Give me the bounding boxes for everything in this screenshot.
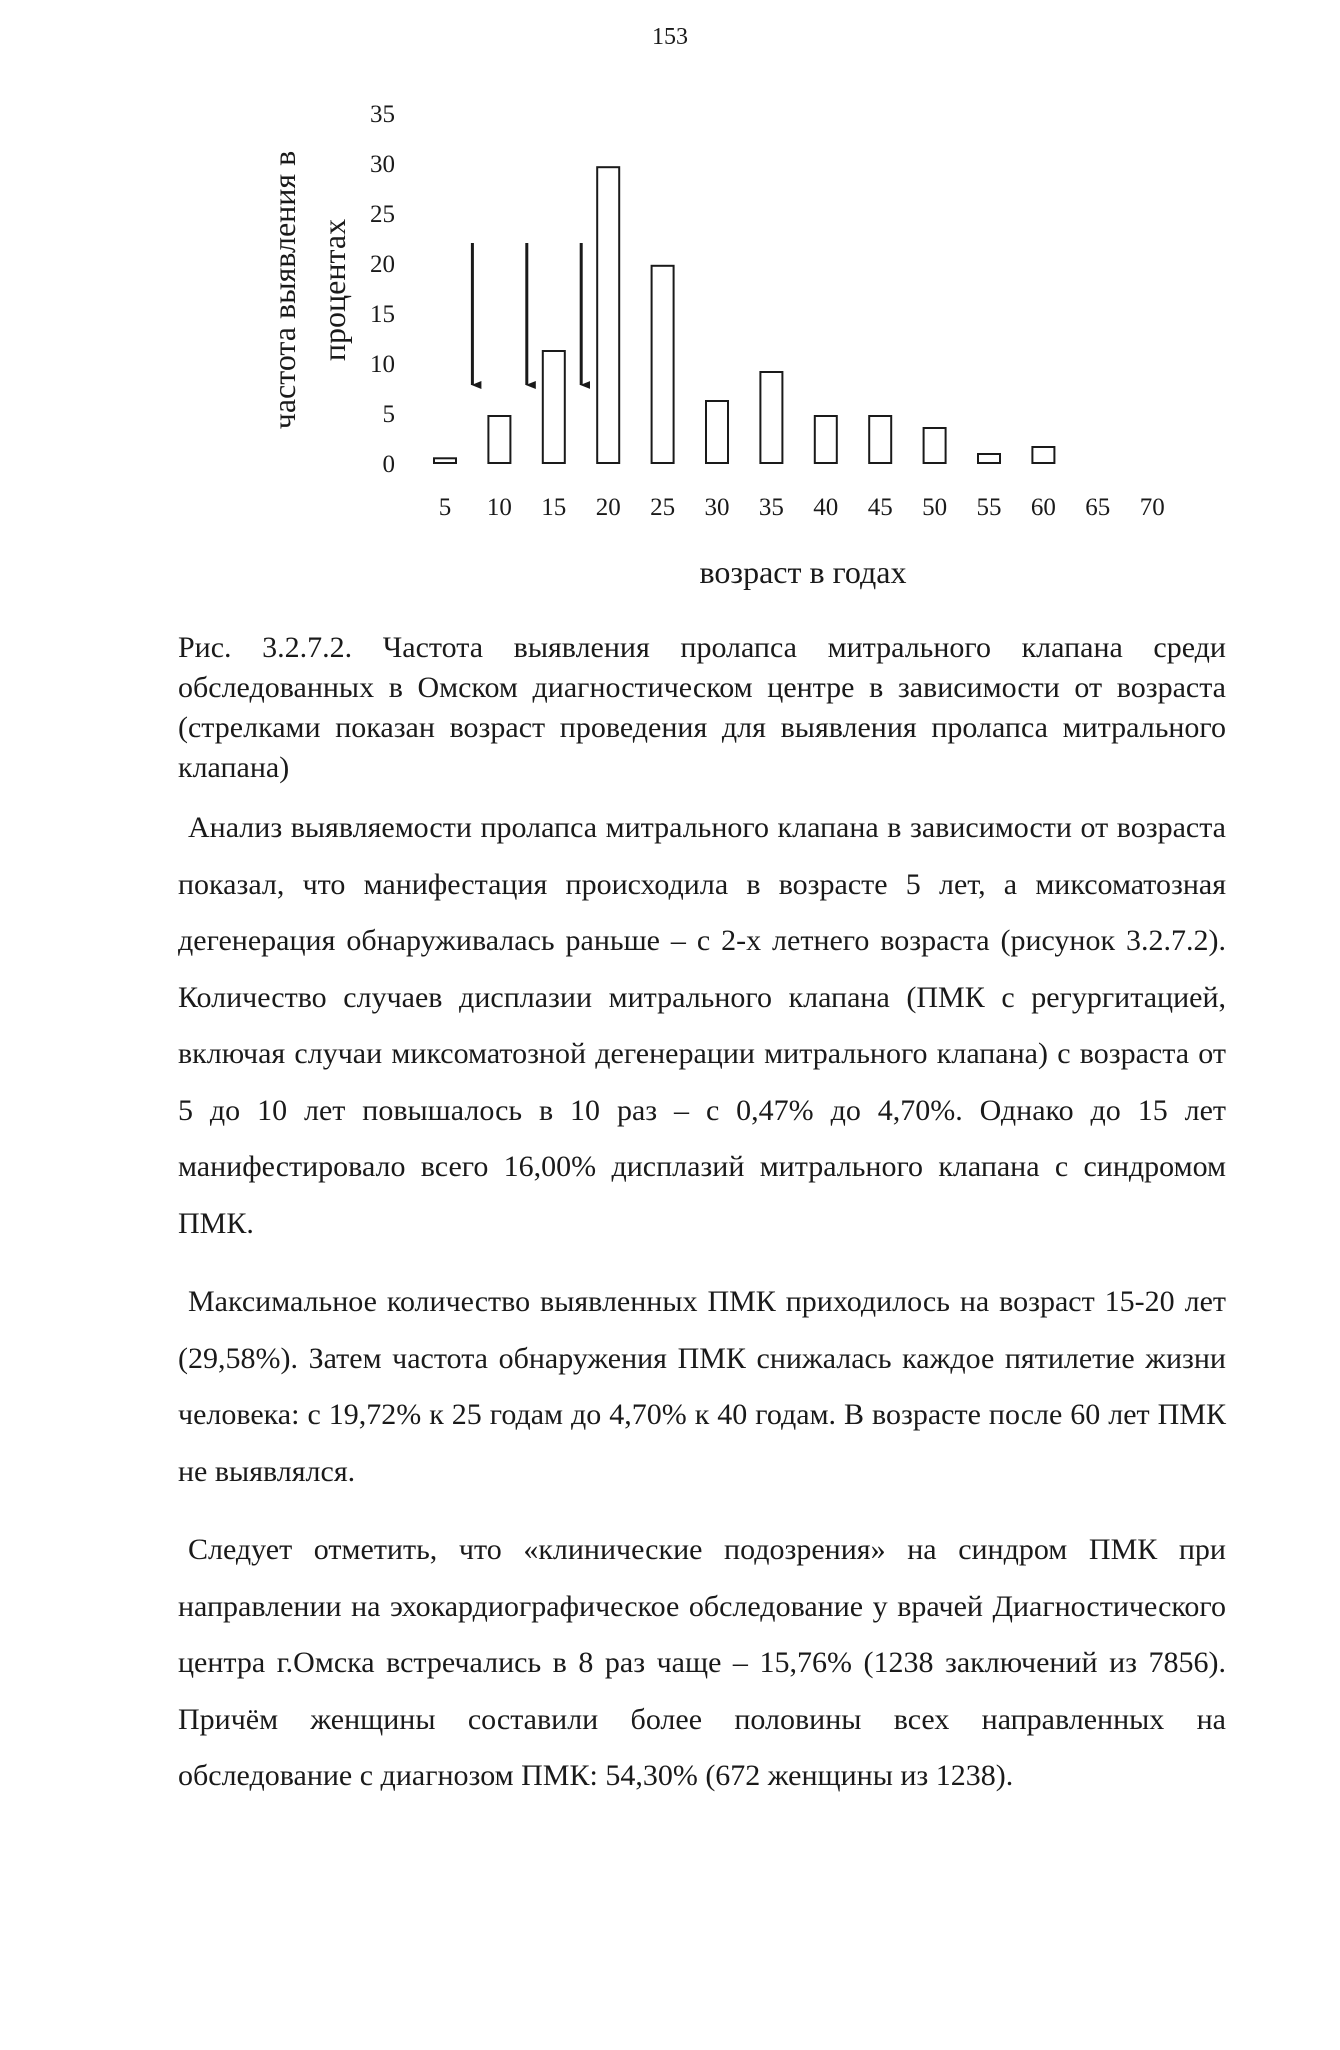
bar bbox=[597, 167, 619, 463]
x-tick-label: 50 bbox=[922, 494, 948, 521]
x-tick-label: 20 bbox=[595, 494, 621, 521]
bar bbox=[706, 401, 728, 463]
x-tick-label: 60 bbox=[1030, 494, 1056, 521]
y-tick-label: 20 bbox=[370, 251, 395, 278]
x-axis-title: возраст в годах bbox=[699, 554, 907, 590]
y-tick-label: 5 bbox=[382, 401, 395, 428]
x-tick-label: 5 bbox=[438, 494, 452, 521]
y-tick-label: 10 bbox=[370, 351, 395, 378]
bar bbox=[815, 416, 837, 463]
x-tick-label: 35 bbox=[758, 494, 784, 521]
x-tick-label: 55 bbox=[976, 494, 1002, 521]
bar bbox=[488, 416, 510, 463]
figure-caption: Рис. 3.2.7.2. Частота выявления пролапса митрального клапана среди обследованных в Омском диагностическом центре в зависимости от возраста (стрелками показан возраст проведения для выявления пролапса митрального клапана) bbox=[178, 631, 1226, 784]
bar bbox=[978, 454, 1000, 463]
x-tick-label: 70 bbox=[1139, 494, 1165, 521]
y-axis-title-line-1: частота выявления в bbox=[266, 150, 302, 430]
bar bbox=[652, 266, 674, 463]
bar bbox=[869, 416, 891, 463]
paragraph-3: Следует отметить, что «клинические подозрения» на синдром ПМК при направлении на эхокардиографическое обследование у врачей Диагностического центра г.Омска встречались в 8 раз чаще – 15,76% (1238 заключений из 7856). Причём женщины составили более половины всех направленных на обследование с диагнозом ПМК: 54,30% (672 женщины из 1238). bbox=[178, 1533, 1226, 1792]
y-tick-label: 35 bbox=[370, 101, 395, 128]
bar-chart bbox=[0, 0, 1340, 600]
x-tick-label: 15 bbox=[541, 494, 567, 521]
x-tick-label: 40 bbox=[813, 494, 839, 521]
y-tick-label: 25 bbox=[370, 201, 395, 228]
y-axis-title-line-2: процентах bbox=[316, 218, 352, 362]
bar bbox=[924, 428, 946, 463]
y-tick-label: 30 bbox=[370, 151, 395, 178]
x-tick-label: 65 bbox=[1085, 494, 1111, 521]
text-block bbox=[178, 628, 1226, 1827]
page-number: 153 bbox=[652, 24, 688, 50]
bar bbox=[1032, 447, 1054, 463]
y-tick-label: 15 bbox=[370, 301, 395, 328]
x-tick-label: 10 bbox=[486, 494, 512, 521]
paragraph-1: Анализ выявляемости пролапса митрального клапана в зависимости от возраста показал, что манифестация происходила в возрасте 5 лет, а миксоматозная дегенерация обнаруживалась раньше – с 2-х летнего возраста (рисунок 3.2.7.2). Количество случаев дисплазии митрального клапана (ПМК с регургитацией, включая случаи миксоматозной дегенерации митрального клапана) с возраста от 5 до 10 лет повышалось в 10 раз – с 0,47% до 4,70%. Однако до 15 лет манифестировало всего 16,00% дисплазий митрального клапана с синдромом ПМК. bbox=[178, 811, 1226, 1240]
y-tick-label: 0 bbox=[382, 451, 395, 478]
x-tick-label: 45 bbox=[867, 494, 893, 521]
x-tick-label: 30 bbox=[704, 494, 730, 521]
x-tick-label: 25 bbox=[650, 494, 676, 521]
bar bbox=[434, 458, 456, 463]
paragraph-2: Максимальное количество выявленных ПМК приходилось на возраст 15-20 лет (29,58%). Затем частота обнаружения ПМК снижалась каждое пятилетие жизни человека: с 19,72% к 25 годам до 4,70% к 40 годам. В возрасте после 60 лет ПМК не выявлялся. bbox=[178, 1285, 1226, 1488]
bar bbox=[543, 351, 565, 463]
bar bbox=[760, 372, 782, 463]
